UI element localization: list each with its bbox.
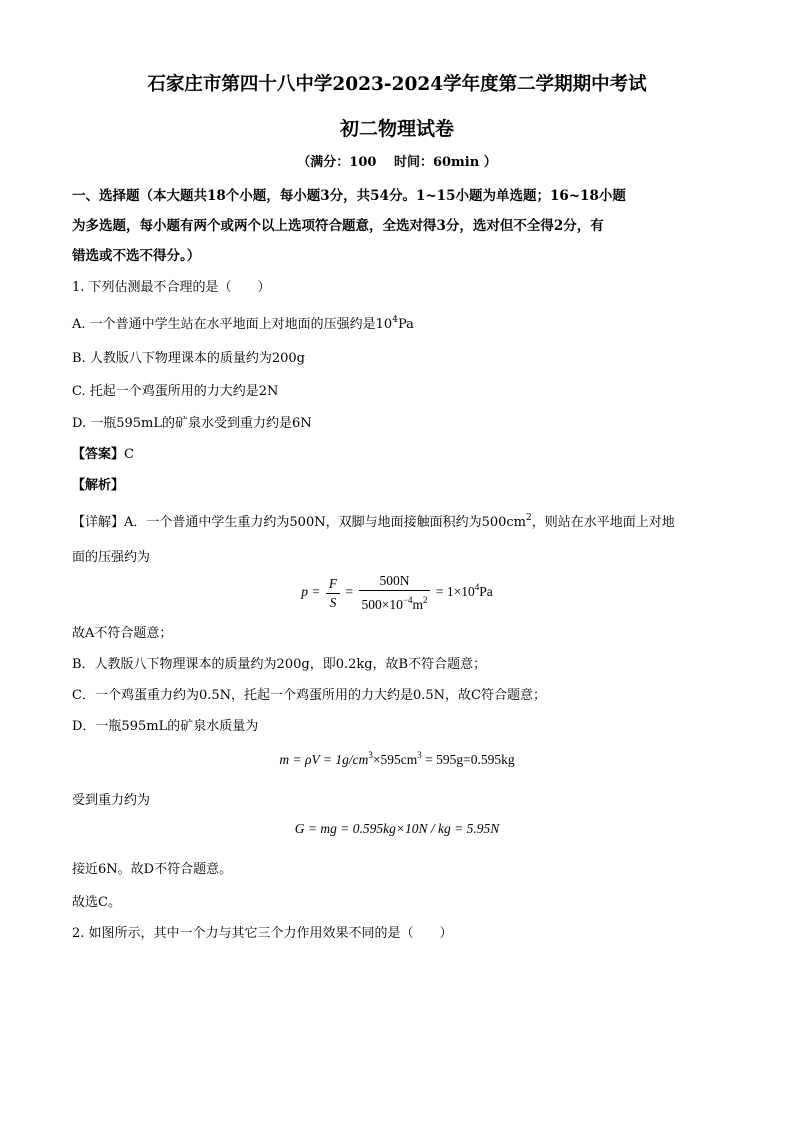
analysis-line bbox=[72, 474, 124, 493]
detail-text-1: A．一个普通中学生重力约为500N，双脚与地面接触面积约为500cm bbox=[124, 515, 527, 530]
section-heading-line1: 一、选择题（本大题共18个小题，每小题3分，共54分。1~15小题为单选题；16~18小题 bbox=[72, 188, 626, 204]
formula-equals: = bbox=[345, 584, 354, 600]
mass-formula-exp1: 3 bbox=[368, 750, 373, 760]
gravity-label: 受到重力约为 bbox=[72, 793, 151, 808]
question-1-option-b: B. 人教版八下物理课本的质量约为200g bbox=[72, 351, 305, 366]
mass-formula-result: = 595g=0.595kg bbox=[421, 752, 515, 767]
mass-formula bbox=[0, 750, 794, 768]
exam-meta: （满分：100 时间：60min ） bbox=[297, 155, 497, 170]
detail-text-1-post: ，则站在水平地面上对地 bbox=[531, 515, 675, 530]
gravity-formula-text: G = mg = 0.595kg×10N / kg = 5.95N bbox=[294, 821, 500, 836]
question-1-option-d: D. 一瓶595mL的矿泉水受到重力约是6N bbox=[72, 416, 312, 431]
formula-result-unit: Pa bbox=[479, 584, 493, 600]
formula-result: = 1×10 bbox=[435, 584, 475, 600]
formula-result-exponent: 4 bbox=[474, 582, 480, 593]
mass-formula-exp2: 3 bbox=[417, 750, 422, 760]
analysis-label: 【解析】 bbox=[72, 478, 125, 493]
answer-label: 【答案】 bbox=[72, 447, 125, 462]
mass-formula-mid: ×595cm bbox=[372, 752, 418, 767]
fraction-numerator: F bbox=[326, 575, 340, 594]
pressure-formula bbox=[0, 572, 794, 614]
detail-line-2: 面的压强约为 bbox=[72, 550, 151, 565]
section-heading-line3: 错选或不选不得分。） bbox=[72, 248, 201, 264]
option-a-text: A. 一个普通中学生站在水平地面上对地面的压强约是10 bbox=[72, 317, 393, 332]
question-1-option-a bbox=[72, 313, 414, 332]
exam-subtitle: 初二物理试卷 bbox=[339, 118, 454, 140]
exam-title: 石家庄市第四十八中学2023-2024学年度第二学期期中考试 bbox=[147, 74, 647, 95]
fraction-values bbox=[359, 572, 431, 614]
detail-exponent: 2 bbox=[526, 513, 532, 523]
option-d-analysis: D．一瓶595mL的矿泉水质量为 bbox=[72, 719, 259, 734]
option-a-exponent: 4 bbox=[392, 315, 398, 325]
final-choice: 故选C。 bbox=[72, 895, 121, 910]
gravity-formula bbox=[0, 821, 794, 837]
section-heading-line2: 为多选题，每小题有两个或两个以上选项符合题意，全选对得3分，选对但不全得2分，有 bbox=[72, 218, 604, 234]
fraction-denominator: S bbox=[329, 594, 337, 610]
option-a-unit: Pa bbox=[397, 317, 414, 332]
option-c-analysis: C．一个鸡蛋重力约为0.5N，托起一个鸡蛋所用的力大约是0.5N，故C符合题意； bbox=[72, 688, 546, 703]
question-1-stem: 1. 下列估测最不合理的是（ ） bbox=[72, 280, 271, 295]
option-b-analysis: B．人教版八下物理课本的质量约为200g，即0.2kg，故B不符合题意； bbox=[72, 657, 487, 672]
option-d-conclusion: 接近6N。故D不符合题意。 bbox=[72, 862, 233, 877]
fraction-value-denominator: $500\times 10^{-4}m^2$ bbox=[361, 595, 428, 612]
fraction-f-over-s bbox=[326, 575, 340, 612]
detail-line-1 bbox=[72, 511, 675, 530]
formula-lhs: p = bbox=[301, 584, 321, 600]
answer-value: C bbox=[124, 447, 134, 462]
answer-line bbox=[72, 443, 134, 462]
question-2-stem: 2. 如图所示，其中一个力与其它三个力作用效果不同的是（ ） bbox=[72, 926, 453, 941]
question-1-option-c: C. 托起一个鸡蛋所用的力大约是2N bbox=[72, 384, 279, 399]
mass-formula-lhs: m = ρV = 1g/cm bbox=[279, 752, 369, 767]
detail-label: 【详解】 bbox=[72, 515, 125, 530]
fraction-value-numerator: 500N bbox=[359, 572, 431, 591]
option-a-conclusion: 故A不符合题意； bbox=[72, 626, 173, 641]
